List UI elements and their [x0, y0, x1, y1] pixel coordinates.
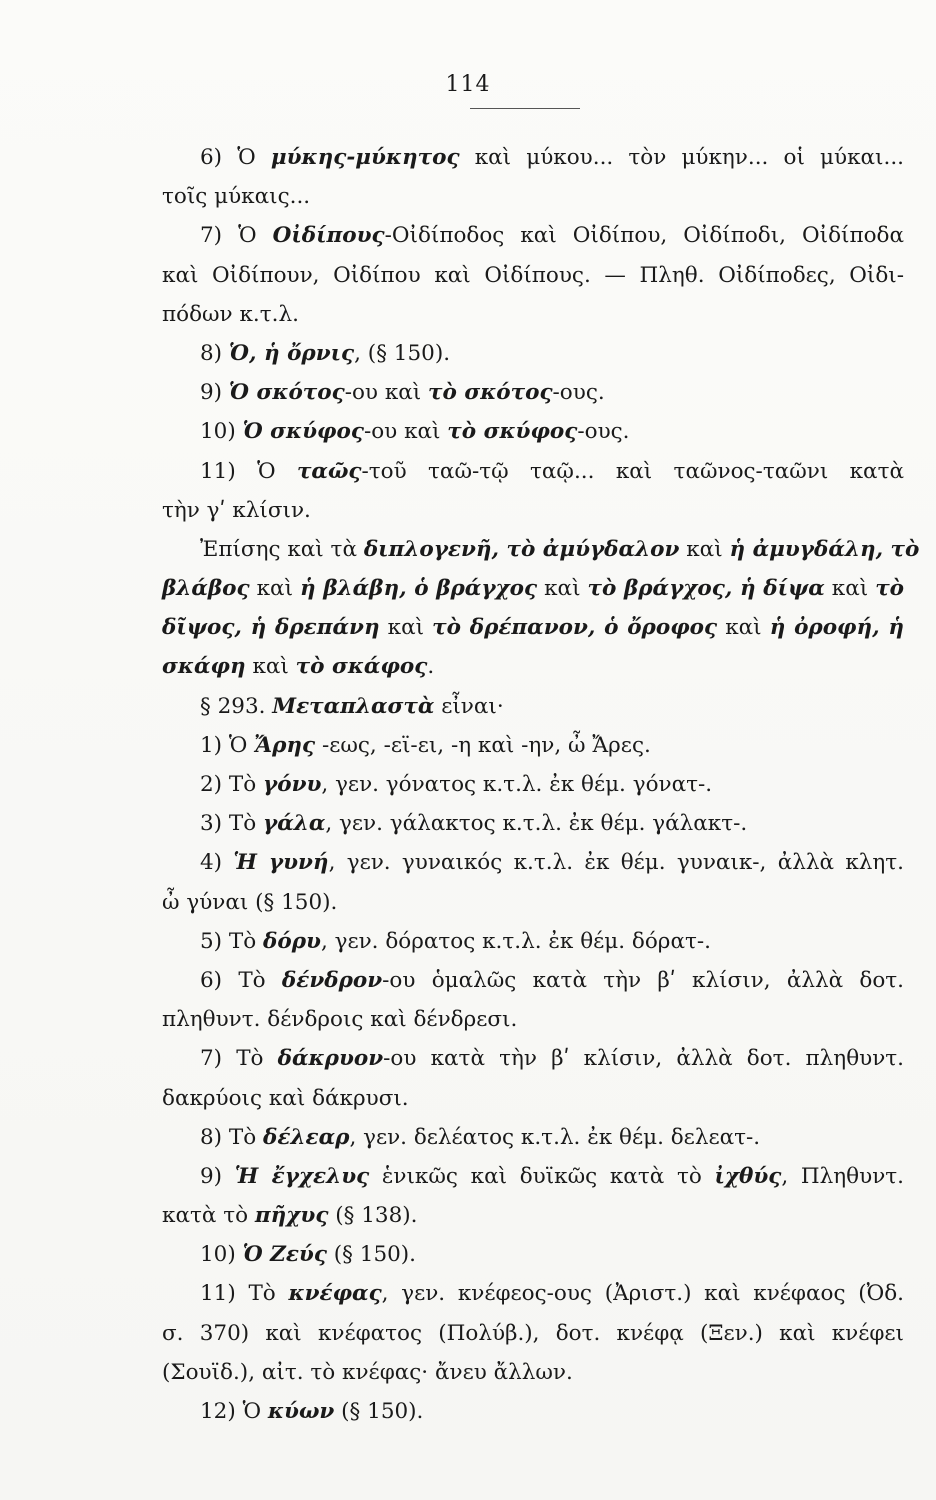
text-run: (§ 150). — [334, 1399, 424, 1424]
text-run: καὶ — [679, 536, 730, 562]
emphasized-term: Ὁ, ἡ ὄρνις — [228, 340, 355, 366]
text-line — [162, 804, 904, 843]
text-run: καὶ — [824, 576, 876, 602]
text-run: § 293. — [200, 693, 273, 719]
text-line — [162, 373, 904, 412]
text-line — [162, 843, 904, 882]
text-run: -Οἰδίποδος καὶ Οἰδίπου, Οἰδίποδι, Οἰδίποδα — [384, 223, 905, 249]
emphasized-term: διπλογενῆ, τὸ ἀμύγδαλον — [363, 536, 680, 562]
emphasized-term: σκάφη — [162, 654, 246, 680]
text-line — [162, 1235, 904, 1274]
text-run: καὶ — [537, 576, 588, 602]
emphasized-term: κνέφας — [288, 1281, 382, 1307]
text-line — [162, 883, 904, 922]
emphasized-term: δόρυ — [263, 928, 321, 954]
emphasized-term: Ὁ σκύφος — [242, 419, 364, 445]
emphasized-term: ἰχθύς — [714, 1163, 782, 1189]
text-line — [162, 334, 904, 373]
text-run: 4) — [200, 850, 234, 876]
text-line — [162, 765, 904, 804]
text-line — [162, 608, 904, 647]
text-line — [162, 1353, 904, 1392]
text-run: 12) Ὁ — [200, 1399, 268, 1424]
text-line — [162, 138, 904, 177]
text-run: -τοῦ ταῶ-τῷ ταῷ... καὶ ταῶνος-ταῶνι κατὰ — [361, 458, 904, 484]
emphasized-term: δάκρυον — [277, 1046, 384, 1072]
text-line — [162, 530, 920, 569]
text-run: -ους. — [577, 419, 630, 445]
text-run: , (§ 150). — [354, 340, 451, 366]
header-rule — [470, 108, 580, 109]
text-line — [162, 216, 904, 255]
emphasized-term: τὸ σκάφος — [295, 654, 428, 680]
emphasized-term: ἡ ἀμυγδάλη, τὸ — [729, 536, 920, 562]
text-line — [162, 647, 904, 686]
text-run: καὶ — [245, 654, 296, 680]
text-run: τὴν γʹ κλίσιν. — [162, 497, 311, 523]
text-line — [162, 256, 904, 295]
emphasized-term: βλάβος — [162, 576, 250, 602]
text-run: καὶ μύκου... τὸν μύκην... οἱ μύκαι... — [459, 145, 904, 170]
text-run: δακρύοις καὶ δάκρυσι. — [162, 1085, 409, 1111]
emphasized-term: πῆχυς — [254, 1203, 329, 1229]
text-run: 2) Τὸ — [200, 772, 264, 797]
text-run: εἶναι· — [434, 693, 504, 719]
text-run: (§ 150). — [326, 1242, 417, 1268]
emphasized-term: κύων — [267, 1399, 335, 1424]
text-run: τοῖς μύκαις... — [162, 184, 311, 210]
text-line — [162, 1196, 904, 1235]
emphasized-term: δέλεαρ — [263, 1124, 350, 1150]
text-run: καὶ Οἰδίπουν, Οἰδίπου καὶ Οἰδίπους. — Πληθ. Οἰδίποδες, Οἰδι- — [162, 262, 904, 288]
text-line — [162, 452, 904, 491]
emphasized-term: ταῶς — [296, 458, 362, 484]
text-line — [162, 1314, 904, 1353]
text-line — [162, 1392, 904, 1431]
emphasized-term: γάλα — [263, 811, 326, 837]
text-run: 11) Τὸ — [200, 1281, 289, 1307]
text-line — [162, 1118, 904, 1157]
text-run: 3) Τὸ — [200, 811, 264, 837]
emphasized-term: ἡ βλάβη, ὁ βράγχος — [300, 576, 538, 602]
text-run: καὶ — [717, 615, 770, 641]
emphasized-term: τὸ σκύφος — [447, 419, 578, 445]
text-run: πληθυντ. δένδροις καὶ δένδρεσι. — [162, 1007, 518, 1033]
text-line — [162, 687, 904, 726]
emphasized-term: Μεταπλαστὰ — [272, 693, 435, 719]
text-run: πόδων κ.τ.λ. — [162, 301, 299, 327]
emphasized-term: Ἡ γυνή — [233, 850, 329, 876]
text-run: 5) Τὸ — [200, 928, 264, 954]
text-run: ὦ γύναι (§ 150). — [162, 889, 338, 915]
text-run: 10) — [200, 1242, 243, 1268]
text-run: 11) Ὁ — [200, 458, 297, 484]
text-run: , γεν. γυναικός κ.τ.λ. ἐκ θέμ. γυναικ-, ἀλλὰ κλητ. — [328, 850, 905, 876]
emphasized-term: δῖψος, ἡ δρεπάνη — [162, 615, 380, 641]
emphasized-term: τὸ — [875, 576, 904, 602]
text-run: κατὰ τὸ — [162, 1203, 255, 1229]
emphasized-term: τὸ δρέπανον, ὁ ὄροφος — [432, 615, 718, 641]
emphasized-term: Οἰδίπους — [272, 223, 385, 249]
text-line — [162, 1157, 904, 1196]
text-run: -ους. — [552, 380, 605, 406]
emphasized-term: τὸ βράγχος, ἡ δίψα — [587, 576, 825, 602]
text-run: -ου κατὰ τὴν βʹ κλίσιν, ἀλλὰ δοτ. πληθυντ. — [383, 1046, 905, 1072]
text-line — [162, 726, 904, 765]
emphasized-term: Ἡ ἔγχελυς — [234, 1163, 370, 1189]
text-run: 7) Ὁ — [200, 223, 273, 249]
text-line — [162, 922, 904, 961]
text-run: -ου καὶ — [363, 419, 448, 445]
text-run: ἑνικῶς καὶ δυϊκῶς κατὰ τὸ — [369, 1163, 715, 1189]
text-run: 6) Τὸ — [200, 967, 282, 993]
page-body — [162, 138, 920, 1431]
text-line — [162, 491, 904, 530]
text-run: , γεν. δελέατος κ.τ.λ. ἐκ θέμ. δελεατ-. — [349, 1124, 761, 1150]
text-run: σ. 370) καὶ κνέφατος (Πολύβ.), δοτ. κνέφᾳ (Ξεν.) καὶ κνέφει — [162, 1320, 904, 1346]
text-run: , γεν. γόνατος κ.τ.λ. ἐκ θέμ. γόνατ-. — [321, 772, 713, 797]
text-run: Ἐπίσης καὶ τὰ — [200, 536, 364, 562]
text-line — [162, 295, 904, 334]
text-run: 9) — [200, 1163, 235, 1189]
text-run: 8) Τὸ — [200, 1124, 264, 1150]
page-number: 114 — [445, 72, 491, 97]
text-run: 6) Ὁ — [200, 145, 271, 170]
text-run: καὶ — [379, 615, 433, 641]
text-line — [162, 1039, 904, 1078]
text-line — [162, 1274, 904, 1313]
text-run: (Σουϊδ.), αἰτ. τὸ κνέφας· ἄνευ ἄλλων. — [162, 1359, 573, 1385]
emphasized-term: γόνυ — [263, 772, 322, 797]
text-run: , γεν. γάλακτος κ.τ.λ. ἐκ θέμ. γάλακτ-. — [325, 811, 748, 837]
text-run: -εως, -εϊ-ει, -η καὶ -ην, ὦ Ἄρες. — [315, 732, 651, 758]
text-line — [162, 961, 904, 1000]
text-run: 7) Τὸ — [200, 1046, 278, 1072]
emphasized-term: δένδρον — [281, 967, 383, 993]
emphasized-term: ἡ ὀροφή, ἡ — [769, 615, 904, 641]
text-run: -ου ὁμαλῶς κατὰ τὴν βʹ κλίσιν, ἀλλὰ δοτ. — [382, 967, 904, 993]
emphasized-term: Ἄρης — [254, 732, 316, 758]
text-line — [162, 412, 904, 451]
text-run: 8) — [200, 340, 229, 366]
text-run: , γεν. δόρατος κ.τ.λ. ἐκ θέμ. δόρατ-. — [320, 928, 711, 954]
emphasized-term: τὸ σκότος — [428, 380, 553, 406]
text-run: 9) — [200, 380, 229, 406]
text-run: (§ 138). — [328, 1203, 418, 1229]
text-line — [162, 177, 904, 216]
text-line — [162, 569, 904, 608]
emphasized-term: Ὁ σκότος — [228, 380, 345, 406]
text-run: 10) — [200, 419, 243, 445]
text-run: 1) Ὁ — [200, 732, 255, 758]
text-run: καὶ — [249, 576, 300, 602]
text-run: -ου καὶ — [344, 380, 429, 406]
emphasized-term: μύκης-μύκητος — [270, 145, 460, 170]
text-line — [162, 1079, 904, 1118]
text-run: , γεν. κνέφεος-ους (Ἀριστ.) καὶ κνέφαος (Ὀδ. — [381, 1281, 904, 1307]
text-run: . — [427, 654, 435, 680]
emphasized-term: Ὁ Ζεύς — [242, 1242, 327, 1268]
text-line — [162, 1000, 904, 1039]
text-run: , Πληθυντ. — [781, 1163, 904, 1189]
